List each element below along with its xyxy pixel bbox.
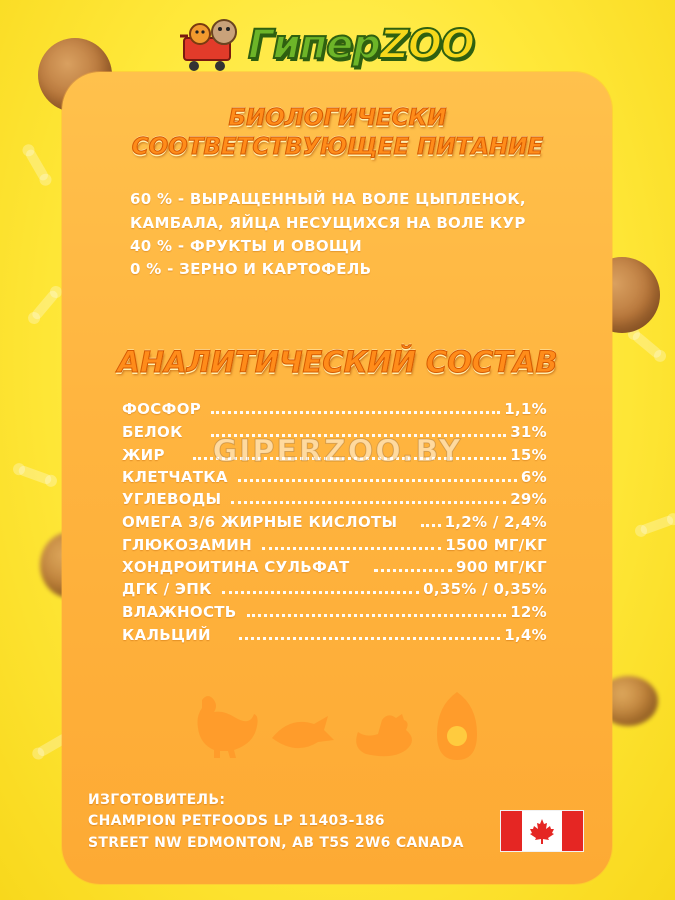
dot-leader bbox=[239, 637, 500, 640]
analysis-label: ФОСФОР bbox=[122, 400, 202, 418]
analysis-value: 15% bbox=[510, 446, 547, 464]
dot-leader bbox=[222, 591, 419, 594]
analysis-label: ЖИР bbox=[122, 446, 165, 464]
analysis-label: ВЛАЖНОСТЬ bbox=[122, 603, 237, 621]
dot-leader bbox=[421, 524, 440, 527]
analysis-row bbox=[122, 468, 547, 490]
fish-icon bbox=[270, 716, 340, 760]
analysis-value: 1,2% / 2,4% bbox=[444, 513, 547, 531]
analysis-row bbox=[122, 626, 547, 648]
analysis-value: 29% bbox=[510, 490, 547, 508]
analysis-row bbox=[122, 536, 547, 558]
analysis-label: КЛЕТЧАТКА bbox=[122, 468, 228, 486]
heading-bio-line1: БИОЛОГИЧЕСКИ bbox=[228, 105, 447, 131]
ingredient-icons bbox=[192, 688, 492, 768]
brand-logo bbox=[178, 14, 483, 76]
maple-leaf-icon bbox=[529, 818, 555, 844]
brand-name: ГиперZOO bbox=[248, 22, 474, 68]
chicken-icon bbox=[192, 692, 262, 758]
dot-leader bbox=[231, 501, 506, 504]
heading-analysis: АНАЛИТИЧЕСКИЙ СОСТАВ bbox=[117, 345, 558, 379]
analysis-value: 31% bbox=[510, 423, 547, 441]
analysis-value: 1500 МГ/КГ bbox=[445, 536, 547, 554]
dot-leader bbox=[211, 411, 500, 414]
ingredient-line: 0 % - ЗЕРНО И КАРТОФЕЛЬ bbox=[130, 260, 372, 278]
analysis-label: КАЛЬЦИЙ bbox=[122, 626, 211, 644]
analysis-label: ГЛЮКОЗАМИН bbox=[122, 536, 252, 554]
ingredient-line: 60 % - ВЫРАЩЕННЫЙ НА ВОЛЕ ЦЫПЛЕНОК, bbox=[130, 190, 526, 208]
ingredient-line: 40 % - ФРУКТЫ И ОВОЩИ bbox=[130, 237, 362, 255]
manufacturer-label: ИЗГОТОВИТЕЛЬ: bbox=[88, 792, 226, 808]
bone-decoration bbox=[639, 514, 674, 535]
analysis-value: 900 МГ/КГ bbox=[455, 558, 547, 576]
dot-leader bbox=[238, 479, 517, 482]
watermark-text: GIPERZOO.BY bbox=[212, 434, 463, 469]
analysis-value: 1,4% bbox=[504, 626, 547, 644]
egg-icon bbox=[434, 690, 480, 762]
dot-leader bbox=[262, 547, 441, 550]
dot-leader bbox=[247, 614, 507, 617]
analysis-label: ХОНДРОИТИНА СУЛЬФАТ bbox=[122, 558, 350, 576]
analysis-row bbox=[122, 603, 547, 625]
analysis-row bbox=[122, 558, 547, 580]
analysis-label: УГЛЕВОДЫ bbox=[122, 490, 222, 508]
mascot-icon bbox=[178, 16, 248, 74]
analysis-row bbox=[122, 580, 547, 602]
bone-decoration bbox=[30, 289, 60, 321]
manufacturer-line2: STREET NW EDMONTON, AB T5S 2W6 CANADA bbox=[88, 835, 464, 851]
manufacturer-line1: CHAMPION PETFOODS LP 11403-186 bbox=[88, 813, 385, 829]
canada-flag-icon bbox=[500, 810, 584, 852]
analysis-value: 0,35% / 0,35% bbox=[423, 580, 547, 598]
duck-icon bbox=[352, 712, 420, 760]
ingredient-line: КАМБАЛА, ЯЙЦА НЕСУЩИХСЯ НА ВОЛЕ КУР bbox=[130, 214, 526, 232]
analysis-label: БЕЛОК bbox=[122, 423, 183, 441]
analysis-row bbox=[122, 400, 547, 422]
analysis-value: 12% bbox=[510, 603, 547, 621]
analysis-value: 6% bbox=[520, 468, 547, 486]
dot-leader bbox=[374, 569, 452, 572]
analysis-row bbox=[122, 513, 547, 535]
heading-bio-line2: СООТВЕТСТВУЮЩЕЕ ПИТАНИЕ bbox=[131, 134, 544, 160]
analysis-label: ДГК / ЭПК bbox=[122, 580, 212, 598]
analysis-value: 1,1% bbox=[504, 400, 547, 418]
analysis-row bbox=[122, 490, 547, 512]
analysis-label: ОМЕГА 3/6 ЖИРНЫЕ КИСЛОТЫ bbox=[122, 513, 398, 531]
